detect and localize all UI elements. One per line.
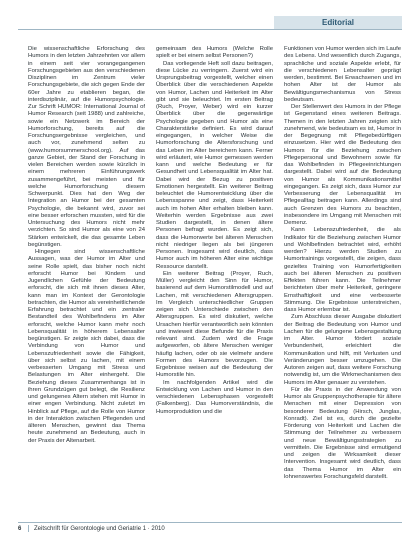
text-column-3 xyxy=(284,46,401,516)
page-footer xyxy=(18,522,402,534)
paragraph: Für die Praxis in der Anwendung von Humor als Gruppenpsychotherapie für ältere Menschen mit einer Depression von besonderer Bedeutung (Hirsch, Junglas, Konradt). Ziel ist es, durch die gezielte Förderung von Heiterkeit und Lachen die Stimmung der Teilnehmer zu verbessern und neue Bewältigungsstrategien zu vermitteln. Die Ergebnisse sind ermutigend und zeigen die Wirksamkeit dieser Intervention. Insgesamt wird deutlich, dass das Thema Humor im Alter ein lohnenswertes Forschungsfeld darstellt. xyxy=(284,386,401,480)
paragraph: Ein weiterer Beitrag (Proyer, Ruch, Müller) vergleicht den Sinn für Humor, basierend auf dem Humorstilmodell und auf Lachen, mit verschiedenen Altersgruppen. Im Vergleich unterschiedlicher Gruppen zeigen sich Unterschiede zwischen den Altersgruppen. Es wird diskutiert, welche Ursachen hierfür verantwortlich sein könnten und inwieweit diese Befunde für die Praxis relevant sind. Zudem wird die Frage aufgeworfen, ob ältere Menschen weniger häufig lachen, oder ob sie vielmehr andere Formen des Humors bevorzugen. Die Ergebnisse weisen auf die Bedeutung der Humorstile hin. xyxy=(156,270,273,379)
paragraph: Im nachfolgenden Artikel wird die Entwicklung von Lachen und Humor in den verschiedenen Lebensphasen vorgestellt (Falkenberg). Das Humorverständnis, die Humorproduktion und die xyxy=(156,379,273,415)
footer-separator xyxy=(28,525,29,532)
paragraph: Der Stellenwert des Humors in der Pflege ist Gegenstand eines weiteren Beitrags. Themen in den letzten Jahren zeigten sich zunehmend, wie bedeutsam es ist, Humor in der Begegnung mit Pflegebedürftigen einzusetzen. Hier wird die Bedeutung des Humors für die Beziehung zwischen Pflegepersonal und Bewohnern sowie für das Wohlbefinden in Pflegeeinrichtungen dargestellt. Dabei wird auf die Bedeutung von Humor als Kommunikationsmittel eingegangen. Es zeigt sich, dass Humor zur Verbesserung der Lebensqualität im Pflegealltag beitragen kann. Allerdings sind auch Grenzen des Humors zu beachten, insbesondere im Umgang mit Menschen mit Demenz. xyxy=(284,104,401,226)
page-header xyxy=(18,16,402,30)
paragraph: Funktionen von Humor werden sich im Laufe des Lebens. Und wesentlich durch Zugangs, sprachliche und soziale Aspekte erlebt, für die verschiedenen Lebensalter geprägt werden, bestimmt. Bei Erwachsenen und im hohen Alter ist der Humor als Bewältigungsmechanismus von Stress bedeutsam. xyxy=(284,46,401,103)
paragraph: Das vorliegende Heft soll dazu beitragen, diese Lücke zu verringern. Zuerst wird ein Ursprungsbeitrag vorgestellt, welcher einen Überblick über die verschiedenen Aspekte von Humor, Lachen und Heiterkeit im Alter gibt und sie beleuchtet. Im ersten Beitrag (Ruch, Proyer, Weber) wird ein kurzer Überblick über die gegenwärtige Psychologie gegeben und Humor als eine Charakterstärke definiert. Es wird darauf eingegangen, in welcher Weise die Humorforschung die Altersforschung und das Leben im Alter bereichern kann. Ferner wird erläutert, wie Humor gemessen werden kann und welche Bedeutung er für Gesundheit und Lebensqualität im Alter hat. Dabei wird der Bezug zu positiven Emotionen hergestellt. Ein weiterer Beitrag beleuchtet die Humorentwicklung über die Lebensspanne und zeigt, dass Heiterkeit auch im hohen Alter erhalten bleiben kann. Weiterhin werden Ergebnisse aus zwei Studien dargestellt, in denen ältere Personen befragt wurden. Es zeigt sich, dass die Humorwerte bei älteren Menschen nicht niedriger liegen als bei jüngeren Personen. Insgesamt wird deutlich, dass Humor auch im höheren Alter eine wichtige Ressource darstellt. xyxy=(156,60,273,270)
paragraph: Die wissenschaftliche Erforschung des Humors in den letzten Jahrzehnten vor allem in einem seit vier vorangegangenen Forschungsgebieten aus den verschiedenen Disziplinen im Zentrum vieler Forschungsgebiete, die sich gegen Ende der 60er Jahre zu etablieren began, die interdisziplinär, auf die Humorpsychologie. Zur Schrift HUMOR: International Journal of Humor Research (seit 1988) und zahlreiche, sowie ein Netzwerk im Bereich der Humorforschung, bereits auf die Forschungsergebnisse vergleichen, und auch vor, zunehmend selten zu (www.humorsummerschool.org). Auf das ganze Gebiet, der Stand der Forschung in vielen Bereichen werden sowie kürzlich in einem mehreren Einführungswerk zusammengeführt, bei meisten und für welche Humorforschung diesem Schwerpunkt. Dies hat den Weg der Integration an Humor bei der gesamten Psychologie, die bekannt wird, zuvor sei eine besser erforschen mussten, wird für die Untersuchung des Humors nicht mehr verzichten. So sind Humor als eine von 24 Stärken entwickelt, die das gesamte Leben begünstigen. xyxy=(28,46,145,248)
footer-rule xyxy=(18,522,402,523)
article-body xyxy=(28,46,400,516)
header-rule xyxy=(18,29,402,30)
paragraph: Zum Abschluss dieser Ausgabe diskutiert der Beitrag die Bedeutung von Humor und Lachen für die gelungene Lebensgestaltung im Alter. Humor fördert soziale Verbundenheit, erleichtert die Kommunikation und hilft, mit Verlusten und Veränderungen besser umzugehen. Die Autoren zeigen auf, dass weitere Forschung notwendig ist, um die Wirkmechanismen des Humors im Alter genauer zu verstehen. xyxy=(284,314,401,386)
paragraph: gemeinsam des Humors (Welche Rolle spielt er bei einem selbst Personen?) xyxy=(156,46,273,60)
page-number: 6 xyxy=(18,526,22,532)
text-column-1 xyxy=(28,46,145,516)
paragraph: Kann Lebenszufriedenheit, die als Indikator für die Beziehung zwischen Humor und Wohlbefinden betrachtet wird, erhöht werden? Hierzu werden Studien zu Humortrainings vorgestellt, die zeigen, dass gezieltes Training von Humorfertigkeiten auch bei älteren Menschen zu positiven Effekten führen kann. Die Teilnehmer berichteten über mehr Heiterkeit, geringere Ernsthaftigkeit und eine verbesserte Stimmung. Die Ergebnisse unterstreichen, dass Humor erlernbar ist. xyxy=(284,227,401,313)
paragraph: Hingegen sind wissenschaftliche Aussagen, was der Humor im Alter und seine Rolle spielt, das bisher noch nicht erforscht Humor bei Kindern und Jugendlichen Gefühle der Bedeutung erforscht, die sich mit ihnen dieses Alter, kann man im Kontext der Gerontologie betrachten, die Humor als vereinheitlichende Erfahrung betrachtet und ein zentraler Bestandteil des Wohlbefindens im Alter erforscht, welche Humor kann mehr noch Lebensqualität in höherem Lebensalter begünstigen. Er zeigte sich dabei, dass die Verbindung von Humor und Lebenszufriedenheit sowie die Fähigkeit, über sich selbst zu lachen, mit einem verbesserten Umgang mit Stress und Belastungen im Alter einhergeht. Die Beziehung dieses Zusammenhangs ist in ihren Grundzügen gut belegt, die Resilienz und gelungenes Altern stehen mit Humor in einer engen Verbindung. Nicht zuletzt im Hinblick auf Pflege, auf die Rolle von Humor in der Interaktion zwischen Pflegenden und älteren Menschen, gewinnt das Thema heute zunehmend an Bedeutung, auch in der Praxis der Altenarbeit. xyxy=(28,249,145,444)
section-label: Editorial xyxy=(274,16,402,29)
text-column-2 xyxy=(156,46,273,516)
journal-title: Zeitschrift für Gerontologie und Geriatrie 1 · 2010 xyxy=(34,526,165,532)
